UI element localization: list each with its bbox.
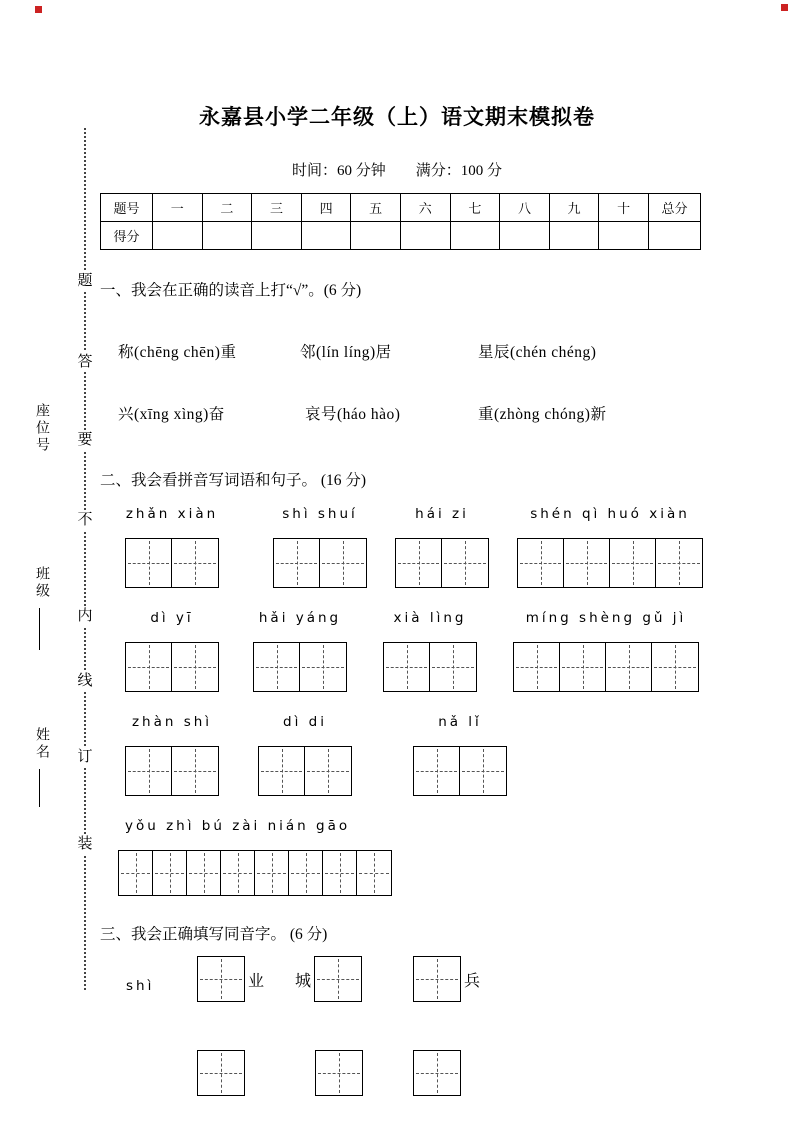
corner-mark (35, 6, 42, 13)
binding-char: 不 (77, 512, 93, 528)
writing-cell (384, 643, 430, 691)
score-table-header-cell: 一 (153, 194, 203, 222)
writing-cell (610, 539, 656, 587)
score-table (100, 193, 701, 250)
writing-cell (323, 851, 357, 895)
pinyin-word-group (413, 714, 507, 800)
pinyin-label: zhǎn xiàn (125, 506, 219, 522)
writing-grid (395, 538, 489, 588)
score-cell (400, 222, 450, 250)
writing-cell (187, 851, 221, 895)
name-label: 姓名 (34, 727, 49, 761)
score-table-header-cell: 二 (202, 194, 252, 222)
binding-char: 要 (77, 432, 93, 448)
writing-cell (305, 747, 351, 795)
pinyin-label: shì shuí (282, 506, 358, 522)
score-cell (599, 222, 649, 250)
pinyin-label: dì yī (150, 610, 194, 626)
writing-cell (564, 539, 610, 587)
homophone-box (315, 1050, 363, 1096)
writing-cell (606, 643, 652, 691)
pinyin-label: xià lìng (393, 610, 467, 626)
writing-cell (126, 747, 172, 795)
pinyin-word-group (383, 610, 477, 696)
seat-number-label: 座位号 (34, 403, 49, 454)
homophone-pinyin-label: shì (126, 978, 155, 994)
pinyin-label: zhàn shì (131, 714, 213, 730)
homophone-box (197, 956, 245, 1002)
page-title: 永嘉县小学二年级（上）语文期末模拟卷 (199, 105, 595, 129)
score-table-header-cell: 十 (599, 194, 649, 222)
writing-cell (274, 539, 320, 587)
sentence-pinyin-label: yǒu zhì bú zài nián gāo (125, 818, 351, 834)
writing-cell (357, 851, 391, 895)
pinyin-label: dì di (283, 714, 327, 730)
writing-grid (253, 642, 347, 692)
writing-grid (258, 746, 352, 796)
writing-cell (442, 539, 488, 587)
pinyin-word-group (517, 506, 703, 592)
writing-cell (126, 539, 172, 587)
score-table-header-cell: 九 (549, 194, 599, 222)
writing-cell (289, 851, 323, 895)
score-cell (202, 222, 252, 250)
writing-cell (460, 747, 506, 795)
pinyin-word-group (125, 714, 219, 800)
binding-char: 线 (77, 673, 93, 689)
score-table-header-cell: 四 (301, 194, 351, 222)
homophone-box (314, 956, 362, 1002)
score-table-header-cell: 五 (351, 194, 401, 222)
writing-cell (255, 851, 289, 895)
time-limit: 时间：60 分钟 (291, 163, 386, 179)
section1-heading: 一、我会在正确的读音上打“√”。(6 分) (100, 282, 362, 299)
pronunciation-item: 哀号(háo hào) (305, 406, 401, 423)
corner-mark (781, 4, 788, 11)
writing-grid (413, 746, 507, 796)
homophone-char: 业 (248, 972, 265, 990)
binding-char: 装 (77, 836, 93, 852)
pinyin-word-group (258, 714, 352, 800)
pinyin-label: nǎ lǐ (438, 714, 482, 730)
writing-grid (273, 538, 367, 588)
homophone-item (197, 956, 264, 1002)
pinyin-label: shén qì huó xiàn (530, 506, 690, 522)
writing-cell (126, 643, 172, 691)
pinyin-word-group (125, 506, 219, 592)
writing-cell (172, 747, 218, 795)
score-table-header-cell: 八 (500, 194, 550, 222)
score-cell (500, 222, 550, 250)
section3-heading: 三、我会正确填写同音字。 (6 分) (100, 926, 328, 943)
pinyin-word-group (513, 610, 699, 696)
score-cell (153, 222, 203, 250)
section2-heading: 二、我会看拼音写词语和句子。 (16 分) (100, 472, 367, 489)
writing-grid (383, 642, 477, 692)
binding-char: 答 (77, 354, 93, 370)
writing-cell (656, 539, 702, 587)
writing-cell (652, 643, 698, 691)
binding-dotted-line (84, 128, 86, 990)
homophone-char: 城 (295, 972, 312, 990)
score-table-header-cell: 七 (450, 194, 500, 222)
score-cell (301, 222, 351, 250)
score-cell (252, 222, 302, 250)
exam-meta (97, 159, 697, 180)
binding-char: 内 (77, 608, 93, 624)
homophone-item (295, 956, 362, 1002)
pronunciation-item: 兴(xīng xìng)奋 (118, 406, 225, 423)
score-table-header-cell: 六 (400, 194, 450, 222)
pinyin-label: hǎi yáng (258, 610, 342, 626)
score-row-label: 得分 (101, 222, 153, 250)
binding-char: 题 (77, 273, 93, 289)
homophone-item (413, 956, 480, 1002)
pronunciation-item: 称(chēng chēn)重 (118, 344, 237, 361)
homophone-box (197, 1050, 245, 1096)
name-blank-line (39, 769, 40, 807)
class-blank-line (39, 608, 40, 650)
score-table-header-cell: 题号 (101, 194, 153, 222)
homophone-box (413, 1050, 461, 1096)
writing-cell (320, 539, 366, 587)
score-table-score-row (101, 222, 701, 250)
class-label: 班级 (34, 566, 49, 600)
writing-cell (172, 643, 218, 691)
writing-cell (518, 539, 564, 587)
score-cell (450, 222, 500, 250)
sentence-writing-grid (118, 850, 392, 896)
pinyin-word-group (125, 610, 219, 696)
full-score: 满分：100 分 (415, 163, 503, 179)
pinyin-word-group (253, 610, 347, 696)
writing-cell (430, 643, 476, 691)
writing-cell (153, 851, 187, 895)
pinyin-label: míng shèng gǔ jì (525, 610, 687, 626)
writing-cell (560, 643, 606, 691)
pinyin-word-group (273, 506, 367, 592)
writing-cell (172, 539, 218, 587)
pronunciation-item: 邻(lín líng)居 (300, 344, 392, 361)
writing-cell (396, 539, 442, 587)
score-table-header-cell: 三 (252, 194, 302, 222)
homophone-char: 兵 (464, 972, 481, 990)
writing-cell (259, 747, 305, 795)
writing-cell (300, 643, 346, 691)
writing-grid (513, 642, 699, 692)
binding-char: 订 (77, 749, 93, 765)
writing-grid (125, 642, 219, 692)
score-table-header-row (101, 194, 701, 222)
pronunciation-item: 星辰(chén chéng) (478, 344, 597, 361)
writing-grid (125, 538, 219, 588)
writing-cell (119, 851, 153, 895)
pronunciation-item: 重(zhòng chóng)新 (478, 406, 607, 423)
pinyin-word-group (395, 506, 489, 592)
score-cell (549, 222, 599, 250)
writing-cell (254, 643, 300, 691)
score-cell (649, 222, 701, 250)
pinyin-label: hái zi (415, 506, 469, 522)
homophone-box (413, 956, 461, 1002)
writing-cell (221, 851, 255, 895)
score-table-header-cell: 总分 (649, 194, 701, 222)
writing-grid (125, 746, 219, 796)
writing-cell (414, 747, 460, 795)
writing-cell (514, 643, 560, 691)
score-cell (351, 222, 401, 250)
writing-grid (517, 538, 703, 588)
